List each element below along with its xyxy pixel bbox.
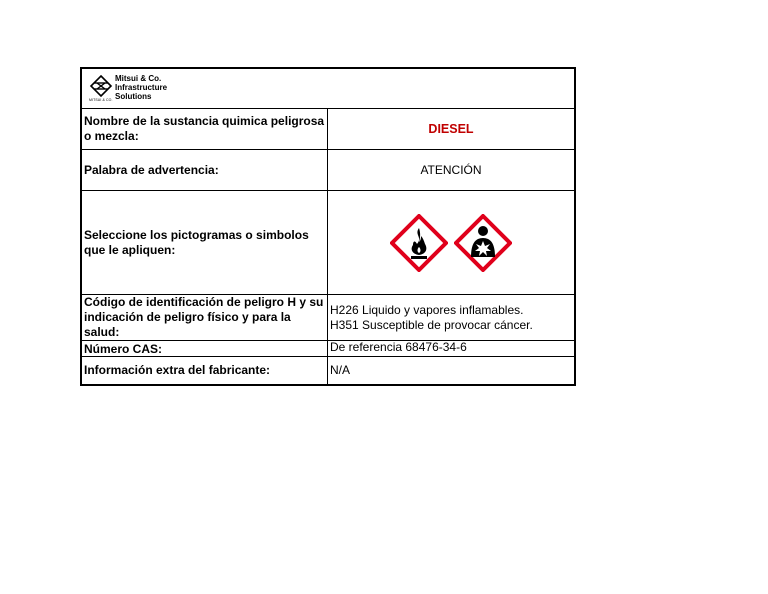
extra-info-value: N/A [330, 363, 351, 377]
pictograms-cell [328, 191, 574, 294]
pictograms-label: Seleccione los pictogramas o simbolos que le apliquen: [82, 191, 328, 294]
cas-value: De referencia 68476-34-6 [330, 340, 467, 354]
health-hazard-pictogram-icon [454, 214, 512, 272]
hazard-code-h351: H351 Susceptible de provocar cáncer. [330, 317, 533, 332]
company-line-1: Mitsui & Co. [115, 74, 162, 83]
extra-info-label: Información extra del fabricante: [82, 357, 328, 384]
logo-mark-caption: MITSUI & CO. [89, 98, 113, 102]
logo-header [82, 69, 574, 109]
cas-label: Número CAS: [82, 341, 328, 356]
hazard-codes-value [328, 295, 574, 340]
row-signal-word [82, 150, 574, 191]
hazard-code-h226: H226 Liquido y vapores inflamables. [330, 302, 524, 317]
company-name [115, 74, 167, 101]
signal-word-value: ATENCIÓN [420, 162, 482, 177]
row-hazard-codes [82, 295, 574, 341]
row-pictograms [82, 191, 574, 295]
substance-label: Nombre de la sustancia quimica peligrosa o mezcla: [82, 109, 328, 149]
flame-pictogram-icon [390, 214, 448, 272]
company-line-3: Solutions [115, 92, 152, 101]
mitsui-logo-icon [89, 75, 113, 97]
signal-word-label: Palabra de advertencia: [82, 150, 328, 190]
row-extra-info [82, 357, 574, 384]
row-substance [82, 109, 574, 150]
hazard-label-sheet [80, 67, 576, 386]
substance-value: DIESEL [428, 121, 474, 136]
row-cas [82, 341, 574, 357]
hazard-codes-label: Código de identificación de peligro H y su indicación de peligro físico y para la salud: [82, 295, 328, 340]
company-line-2: Infrastructure [115, 83, 168, 92]
